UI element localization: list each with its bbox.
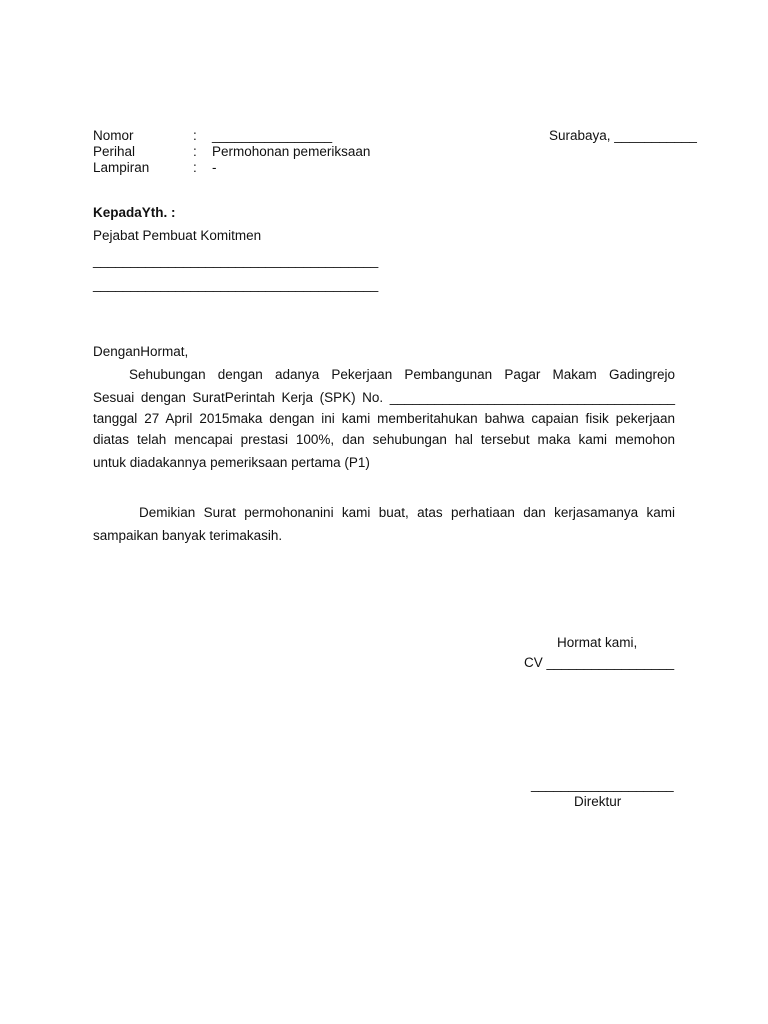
paragraph-1-line: tanggal 27 April 2015maka dengan ini kami memberitahukan bahwa capaian fisik pekerjaan (93, 411, 675, 426)
perihal-label: Perihal (93, 144, 136, 159)
recipient-name: Pejabat Pembuat Komitmen (93, 228, 262, 243)
perihal-value: Permohonan pemeriksaan (212, 144, 371, 159)
paragraph-1-line: Sesuai dengan SuratPerintah Kerja (SPK) No. ______________________________________ (93, 390, 675, 405)
paragraph-1-line: diatas telah mencapai prestasi 100%, dan sehubungan hal tersebut maka kami memohon (93, 432, 675, 447)
nomor-label: Nomor (93, 128, 134, 143)
salutation: DenganHormat, (93, 344, 189, 359)
closing-regards: Hormat kami, (557, 635, 638, 650)
nomor-separator: : (193, 128, 197, 143)
place-date: Surabaya, ___________ (549, 128, 697, 143)
paragraph-1-first-line (129, 368, 675, 383)
paragraph-2-first-line (139, 506, 675, 521)
lampiran-value: - (212, 160, 217, 175)
recipient-address-line-1: ______________________________________ (93, 253, 379, 268)
lampiran-separator: : (193, 160, 197, 175)
signature-line: ___________________ (531, 777, 674, 792)
paragraph-1 (93, 391, 675, 471)
paragraph-2-line: Demikian Surat permohonanini kami buat, atas perhatiaan dan kerjasamanya kami (139, 505, 675, 520)
nomor-value: ________________ (212, 128, 333, 143)
lampiran-label: Lampiran (93, 160, 150, 175)
paragraph-1-line: Sehubungan dengan adanya Pekerjaan Pembangunan Pagar Makam Gadingrejo (129, 367, 675, 382)
recipient-heading: KepadaYth. : (93, 205, 176, 220)
signatory-title: Direktur (574, 794, 622, 809)
recipient-address-line-2: ______________________________________ (93, 277, 379, 292)
paragraph-1-line: untuk diadakannya pemeriksaan pertama (P1) (93, 455, 370, 470)
paragraph-2-line: sampaikan banyak terimakasih. (93, 528, 283, 543)
company-name: CV _________________ (524, 655, 675, 670)
perihal-separator: : (193, 144, 197, 159)
